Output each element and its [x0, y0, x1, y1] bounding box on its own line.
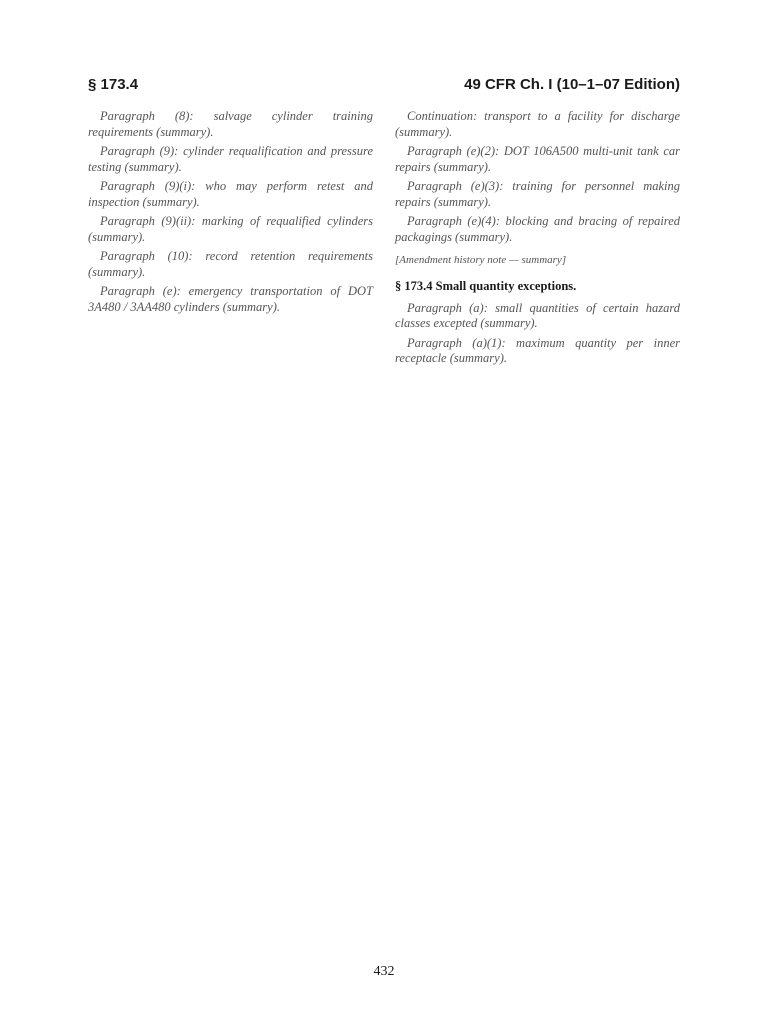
running-head: [88, 76, 680, 93]
paragraph: Continuation: transport to a facility for discharge (summary).: [395, 109, 680, 139]
edition-label: 49 CFR Ch. I (10–1–07 Edition): [464, 76, 680, 93]
paragraph: Paragraph (e)(3): training for personnel making repairs (summary).: [395, 179, 680, 209]
left-column: [88, 109, 373, 371]
section-number: § 173.4: [88, 76, 139, 93]
paragraph: Paragraph (e)(4): blocking and bracing of repaired packagings (summary).: [395, 214, 680, 244]
paragraph: Paragraph (9)(i): who may perform retest and inspection (summary).: [88, 179, 373, 209]
paragraph: Paragraph (9)(ii): marking of requalified cylinders (summary).: [88, 214, 373, 244]
section-heading: § 173.4 Small quantity exceptions.: [395, 279, 577, 293]
amendment-note: [Amendment history note — summary]: [395, 254, 567, 266]
paragraph: Paragraph (a)(1): maximum quantity per inner receptacle (summary).: [395, 335, 680, 365]
right-column: [395, 109, 680, 371]
paragraph: Paragraph (e)(2): DOT 106A500 multi-unit tank car repairs (summary).: [395, 144, 680, 174]
page-number: 432: [373, 964, 395, 979]
paragraph: Paragraph (8): salvage cylinder training requirements (summary).: [88, 109, 373, 139]
text-columns: [88, 109, 680, 371]
paragraph: Paragraph (9): cylinder requalification and pressure testing (summary).: [88, 144, 373, 174]
paragraph: Paragraph (a): small quantities of certain hazard classes excepted (summary).: [395, 300, 680, 330]
paragraph: Paragraph (10): record retention requirements (summary).: [88, 249, 373, 279]
paragraph: Paragraph (e): emergency transportation of DOT 3A480 / 3AA480 cylinders (summary).: [88, 284, 373, 314]
